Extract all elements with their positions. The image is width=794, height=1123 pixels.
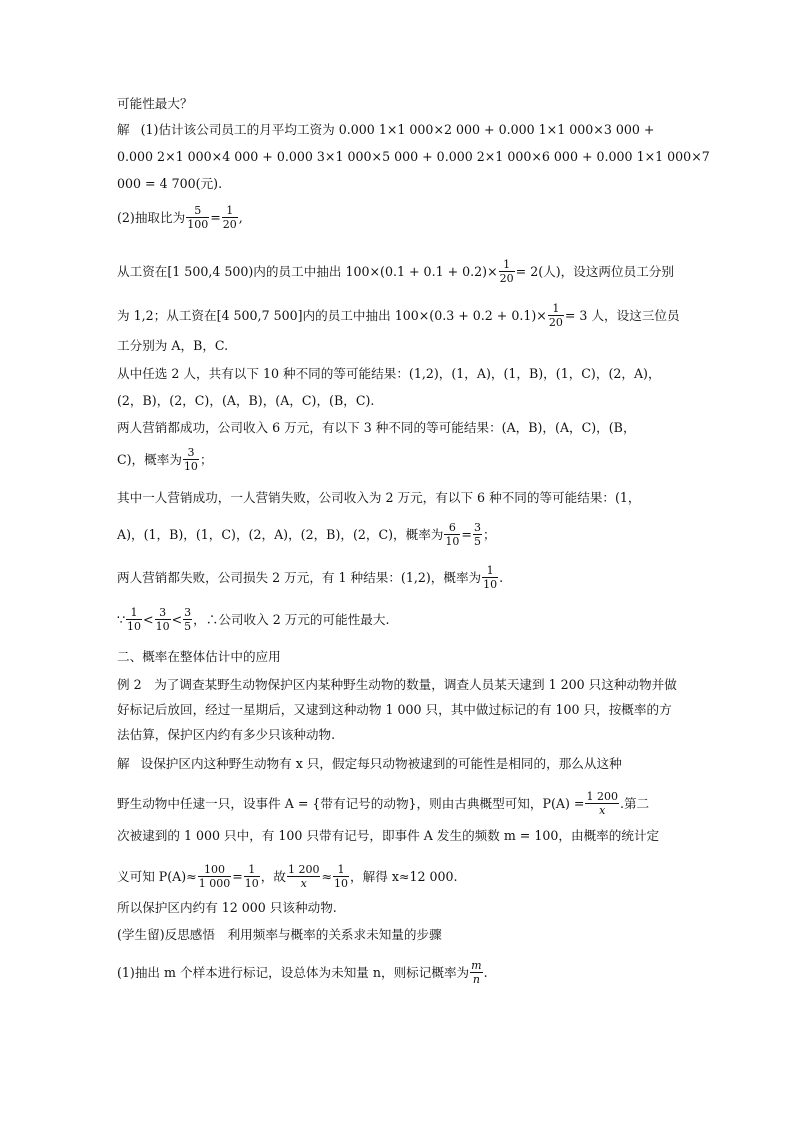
text: ≈: [321, 869, 333, 884]
text: 从工资在[1 500,4 500)内的员工中抽出 100×(0.1 + 0.1 + 0.2)×: [117, 264, 498, 279]
solution-part1-line3: [117, 175, 682, 193]
text: 例 2 为了调查某野生动物保护区内某种野生动物的数量，调查人员某天逮到 1 200 只这种动物并做好标记后放回，经过一星期后，又逮到这种动物 1 000 只，其中做过标记的有 100 只，按概率的方法估算，保护区内约有多少只该种动物.: [117, 677, 677, 742]
text: (2)抽取比为: [117, 210, 186, 225]
both-fail-line: [117, 565, 682, 592]
one-success-line-2: [117, 522, 682, 549]
reflection-step-1: [117, 960, 682, 987]
numerator: 1 200: [287, 863, 320, 876]
text: ，∴公司收入 2 万元的可能性最大.: [193, 612, 390, 627]
numerator: 1 200: [586, 790, 618, 803]
numerator: 1: [244, 863, 260, 877]
fraction: [548, 302, 564, 329]
numerator: 1: [333, 863, 349, 877]
text: = 3 人，设这三位员: [564, 308, 680, 323]
text: 工分别为 A，B，C.: [117, 338, 229, 353]
text: =: [210, 210, 221, 225]
conclusion-line: [117, 607, 682, 634]
numerator: 1: [548, 302, 564, 316]
text: 两人营销都失败，公司损失 2 万元，有 1 种结果：(1,2)，概率为: [117, 570, 482, 585]
text: ，解得 x≈12 000.: [350, 869, 458, 884]
numerator: 1: [222, 204, 238, 218]
solution-part1-line1: [117, 121, 682, 139]
numerator: 1: [126, 606, 142, 620]
sampling-line-1: [117, 259, 682, 286]
text: = 2(人)，设这两位员工分别: [515, 264, 674, 279]
text: 可能性最大？: [117, 96, 193, 111]
fraction: [585, 790, 619, 817]
denominator: 100: [187, 218, 209, 231]
denominator: n: [472, 973, 480, 986]
denominator: 10: [183, 460, 198, 473]
fraction: [183, 606, 192, 633]
question-tail: [117, 95, 682, 113]
fraction: [482, 564, 498, 591]
text: 次被逮到的 1 000 只中，有 100 只带有记号，即事件 A 发生的频数 m = 100，由概率的统计定: [117, 828, 660, 843]
text: 为 1,2；从工资在[4 500,7 500]内的员工中抽出 100×(0.3 + 0.2 + 0.1)×: [117, 308, 547, 323]
fraction: [186, 204, 209, 231]
text: ，故: [260, 869, 286, 884]
solution-label: 解: [117, 122, 130, 137]
text: <: [143, 612, 154, 627]
numerator: 3: [184, 606, 192, 619]
text: 野生动物中任逮一只，设事件 A = {带有记号的动物}，则由古典概型可知，P(A) =: [117, 796, 585, 811]
fraction: [470, 959, 482, 986]
text: 0.000 2×1 000×4 000 + 0.000 3×1 000×5 000 + 0.000 2×1 000×6 000 + 0.000 1×1 000×7: [117, 149, 710, 164]
text: A)，(1，B)，(1，C)，(2，A)，(2，B)，(2，C)，概率为: [117, 527, 444, 542]
fraction: [287, 863, 321, 890]
solution-2-line3: [117, 827, 682, 845]
denominator: 10: [244, 877, 259, 890]
solution-2-line4: [117, 864, 682, 891]
denominator: x: [300, 877, 307, 890]
denominator: 10: [155, 620, 170, 633]
denominator: 10: [445, 535, 460, 548]
text: 从中任选 2 人，共有以下 10 种不同的等可能结果：(1,2)，(1，A)，(1，B)，(1，C)，(2，A)，: [117, 366, 661, 381]
text: .: [499, 570, 504, 585]
fraction: [333, 863, 349, 890]
denominator: 20: [499, 272, 514, 285]
text: ；: [482, 527, 496, 542]
text: 两人营销都成功，公司收入 6 万元，有以下 3 种不同的等可能结果：(A，B)，(A，C)，(B，: [117, 420, 636, 435]
numerator: 1: [482, 564, 498, 578]
sampling-line-2: [117, 303, 682, 330]
denominator: 10: [127, 620, 142, 633]
sampling-ratio-line: [117, 205, 682, 232]
solution-2-conclusion: [117, 899, 682, 917]
text: .: [483, 965, 488, 980]
numerator: 3: [183, 446, 199, 460]
fraction: [244, 863, 260, 890]
fraction: [444, 521, 460, 548]
text: 所以保护区内约有 12 000 只该种动物.: [117, 900, 337, 915]
denominator: 1 000: [198, 877, 231, 890]
both-success-line-2: [117, 447, 682, 474]
text: (学生留)反思感悟 利用频率与概率的关系求未知量的步骤: [117, 927, 442, 942]
section-heading: [117, 648, 682, 666]
outcomes-line-2: [117, 392, 682, 410]
denominator: 5: [184, 620, 192, 633]
solution-part1-line2: [117, 148, 710, 166]
fraction: [126, 606, 142, 633]
denominator: 5: [473, 535, 481, 548]
text: =: [461, 527, 472, 542]
text: C)，概率为: [117, 452, 182, 467]
text: 义可知 P(A)≈: [117, 869, 197, 884]
text: (1)抽出 m 个样本进行标记，设总体为未知量 n，则标记概率为: [117, 965, 470, 980]
fraction: [473, 521, 482, 548]
text: 000 = 4 700(元).: [117, 176, 223, 191]
both-success-line-1: [117, 419, 682, 437]
solution-label: 解: [117, 756, 130, 771]
fraction: [222, 204, 238, 231]
fraction: [499, 258, 515, 285]
text: (1)估计该公司员工的月平均工资为 0.000 1×1 000×2 000 + 0.000 1×1 000×3 000 +: [140, 122, 655, 137]
denominator: 10: [483, 578, 498, 591]
denominator: x: [599, 804, 606, 817]
numerator: 100: [198, 863, 232, 877]
text: (2，B)，(2，C)，(A，B)，(A，C)，(B，C).: [117, 393, 375, 408]
denominator: 20: [548, 316, 563, 329]
text: 其中一人营销成功，一人营销失败，公司收入为 2 万元，有以下 6 种不同的等可能结果：(1，: [117, 490, 641, 505]
numerator: m: [471, 959, 482, 972]
fraction: [198, 863, 232, 890]
text: =: [232, 869, 243, 884]
numerator: 5: [186, 204, 209, 218]
text: .第二: [619, 796, 650, 811]
fraction: [155, 606, 171, 633]
outcomes-line-1: [117, 365, 682, 383]
reflection-heading: [117, 926, 682, 944]
solution-2-line2: [117, 791, 682, 818]
text: 二、概率在整体估计中的应用: [117, 649, 281, 664]
fraction: [183, 446, 199, 473]
text: <: [171, 612, 183, 627]
sampling-line-3: [117, 337, 682, 355]
numerator: 3: [155, 606, 171, 620]
denominator: 10: [334, 877, 349, 890]
numerator: 1: [499, 258, 515, 272]
one-success-line-1: [117, 489, 682, 507]
text: ,: [238, 210, 243, 225]
numerator: 3: [473, 521, 481, 534]
example-2-paragraph: [117, 672, 682, 747]
because-symbol: ∵: [117, 612, 126, 627]
text: ；: [199, 452, 213, 467]
numerator: 6: [444, 521, 460, 535]
denominator: 20: [222, 218, 237, 231]
solution-2-line1: [117, 755, 682, 773]
text: 设保护区内这种野生动物有 x 只，假定每只动物被逮到的可能性是相同的，那么从这种: [140, 756, 622, 771]
